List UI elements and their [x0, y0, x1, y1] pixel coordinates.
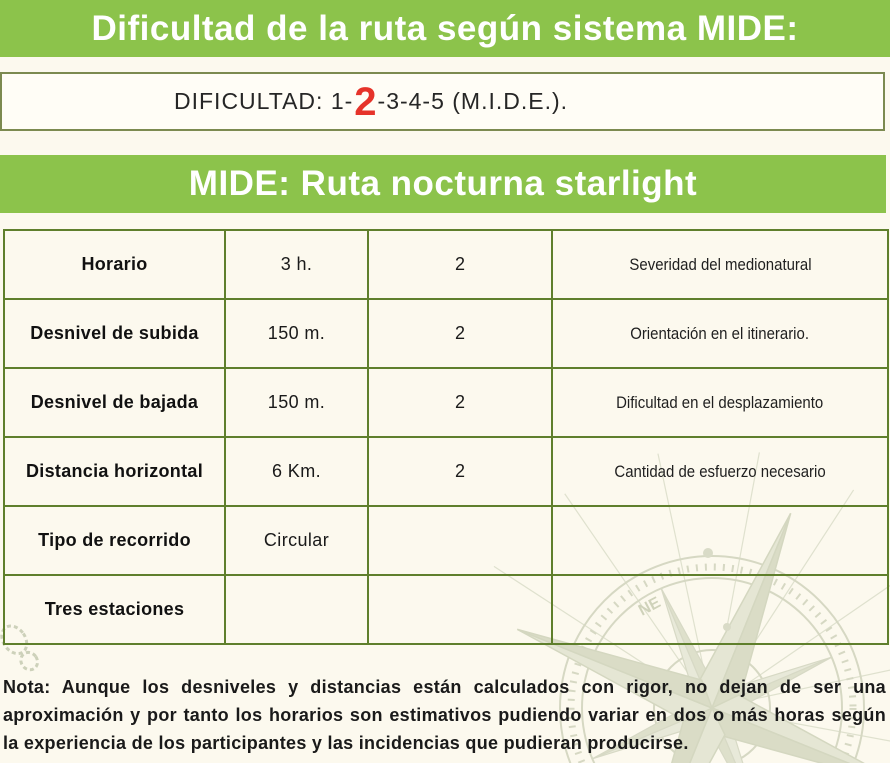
value-cell	[225, 506, 368, 575]
row-score: 2	[454, 323, 465, 343]
row-value: Circular	[263, 530, 330, 550]
value-cell	[225, 368, 368, 437]
criterion-cell	[552, 368, 888, 437]
row-value: 150 m.	[267, 323, 326, 343]
row-label-cell	[4, 230, 225, 299]
table-row	[4, 230, 888, 299]
row-value: 3 h.	[280, 254, 313, 274]
criterion-cell	[552, 299, 888, 368]
row-label: Tres estaciones	[44, 599, 185, 619]
empty-cell	[225, 575, 368, 644]
value-cell	[225, 299, 368, 368]
table-row	[4, 506, 888, 575]
difficulty-prefix: DIFICULTAD: 1-	[174, 88, 354, 114]
score-cell	[368, 368, 552, 437]
score-cell	[368, 299, 552, 368]
criterion-cell	[552, 230, 888, 299]
value-cell	[225, 437, 368, 506]
page-title: Dificultad de la ruta según sistema MIDE:	[91, 9, 799, 48]
row-label-cell	[4, 299, 225, 368]
table-row	[4, 575, 888, 644]
row-value: 150 m.	[267, 392, 326, 412]
row-label-cell	[4, 368, 225, 437]
section-title-banner	[0, 155, 886, 213]
footnote	[3, 673, 886, 757]
difficulty-scale	[174, 79, 569, 124]
row-criterion: Cantidad de esfuerzo necesario	[614, 461, 826, 481]
row-label-cell	[4, 506, 225, 575]
section-title: MIDE: Ruta nocturna starlight	[188, 164, 698, 203]
empty-cell	[552, 575, 888, 644]
score-cell	[368, 230, 552, 299]
row-label: Horario	[81, 254, 148, 274]
score-cell	[368, 437, 552, 506]
row-label: Tipo de recorrido	[38, 530, 191, 550]
page-title-banner	[0, 0, 890, 57]
footnote-line: Nota: Aunque los desniveles y distancias están calculados con rigor, no dejan de ser una	[3, 677, 886, 697]
row-label: Desnivel de bajada	[30, 392, 199, 412]
row-score: 2	[454, 461, 465, 481]
footnote-line: la experiencia de los participantes y las incidencias que pudieran producirse.	[3, 733, 689, 753]
empty-cell	[368, 506, 552, 575]
footnote-line: aproximación y por tanto los horarios son estimativos pudiendo variar en dos o más horas según	[3, 705, 886, 725]
row-criterion: Dificultad en el desplazamiento	[616, 392, 824, 412]
difficulty-box	[0, 72, 885, 131]
empty-cell	[552, 506, 888, 575]
compass-ne-label: NE	[635, 594, 664, 620]
difficulty-suffix: -3-4-5 (M.I.D.E.).	[377, 88, 569, 114]
row-label: Distancia horizontal	[25, 461, 204, 481]
empty-cell	[368, 575, 552, 644]
row-label: Desnivel de subida	[30, 323, 199, 343]
difficulty-highlight: 2	[354, 79, 377, 124]
row-score: 2	[454, 392, 465, 412]
row-criterion: Orientación en el itinerario.	[630, 323, 810, 343]
row-score: 2	[454, 254, 465, 274]
criterion-cell	[552, 437, 888, 506]
mide-table	[3, 229, 889, 645]
row-label-cell	[4, 575, 225, 644]
table-row	[4, 368, 888, 437]
table-row	[4, 299, 888, 368]
row-criterion: Severidad del medionatural	[628, 254, 812, 274]
value-cell	[225, 230, 368, 299]
row-label-cell	[4, 437, 225, 506]
row-value: 6 Km.	[271, 461, 321, 481]
table-row	[4, 437, 888, 506]
